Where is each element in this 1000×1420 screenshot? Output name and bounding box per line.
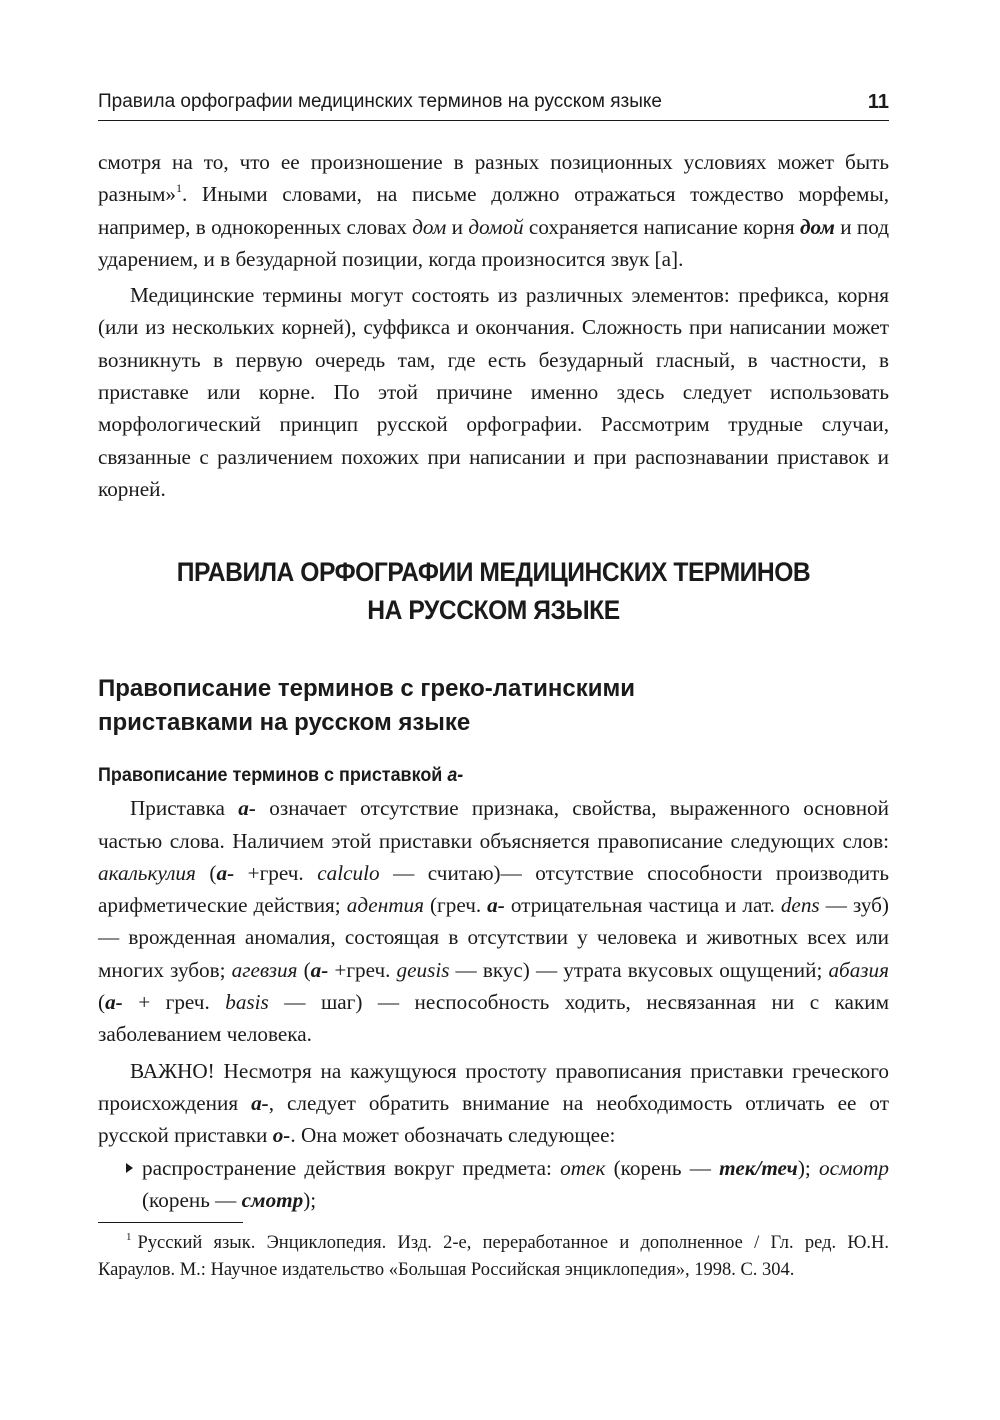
bold-italic-root: тек/теч: [719, 1155, 798, 1180]
text-run: (: [195, 860, 217, 885]
text-run: . Иными словами, на письме должно отражаться тождество морфемы, например, в однокоренных словах: [98, 182, 889, 239]
paragraph: Медицинские термины могут состоять из различных элементов: префикса, корня (или из нескольких корней), суффикса и окончания. Сложность при написании может возникнуть в первую очередь там, где есть безударный гласный, в частности, в приставке или корне. По этой причине именно здесь следует использовать морфологический принцип русской орфографии. Рассмотрим трудные случаи, связанные с различением похожих при написании и при распознавании приставок и корней.: [98, 283, 889, 501]
bold-prefix: а-: [251, 1090, 269, 1115]
text-run: ВАЖНО! Несмотря на кажущуюся простоту правописания приставки греческого происхождения: [98, 1058, 889, 1115]
subsection-title-prefix: а-: [447, 764, 464, 787]
italic-term: dens: [780, 893, 820, 918]
footnote-text: Русский язык. Энциклопедия. Изд. 2-е, переработанное и дополненное / Гл. ред. Ю.Н. Караулов. М.: Научное издательство «Большая Российская энциклопедия», 1998. С. 304.: [98, 1233, 889, 1280]
text-run: смотря на то, что ее произношение в разных позиционных условиях может быть разным»: [98, 150, 889, 207]
italic-term: осмотр: [818, 1155, 889, 1180]
subsection-title-text: Правописание терминов с приставкой: [98, 764, 448, 787]
italic-term: домой: [468, 214, 524, 239]
text-run: — шаг) — неспособность ходить, несвязанная ни с каким заболеванием человека.: [98, 990, 889, 1047]
bold-prefix: а-: [216, 860, 235, 885]
text-run: Приставка: [130, 796, 239, 821]
text-run: — вкус) — утрата вкусовых ощущений;: [449, 957, 829, 982]
text-run: означает отсутствие признака, свойства, выраженного основной частью слова. Наличием этой приставки объясняется правописание следующих слов:: [98, 796, 889, 853]
text-run: +греч.: [234, 860, 318, 885]
bold-prefix: о-: [272, 1123, 291, 1148]
text-run: );: [797, 1155, 819, 1180]
running-title: Правила орфографии медицинских терминов на русском языке: [98, 91, 662, 112]
text-run: (: [98, 990, 106, 1015]
bold-prefix: а-: [310, 957, 329, 982]
subsection-title: [98, 760, 826, 790]
text-run: +греч.: [328, 957, 397, 982]
paragraph-continued: [98, 146, 889, 275]
italic-term: basis: [225, 990, 269, 1015]
text-run: и: [446, 214, 469, 239]
text-run: );: [303, 1187, 317, 1212]
section-title-line: Правописание терминов с греко-латинскими: [98, 675, 635, 703]
text-run: (корень —: [142, 1187, 242, 1212]
text-run: (греч.: [423, 893, 488, 918]
paragraph-important: [98, 1055, 889, 1152]
footnote-marker: 1: [126, 1231, 132, 1243]
footnote-ref[interactable]: 1: [175, 181, 182, 196]
italic-term: отек: [560, 1155, 606, 1180]
list-item: [98, 1152, 889, 1217]
text-run: (корень —: [605, 1155, 720, 1180]
italic-term: адентия: [346, 893, 424, 918]
body-text: [98, 146, 889, 1216]
chapter-title: [126, 553, 862, 629]
bold-italic-root: дом: [800, 214, 835, 239]
page-number: 11: [867, 91, 889, 113]
text-run: + греч.: [122, 990, 226, 1015]
section-title-line: приставками на русском языке: [98, 709, 471, 737]
text-run: и под ударением, и в безударной позиции, когда произносится звук [а].: [98, 214, 890, 271]
text-run: сохраняется написание корня: [523, 214, 801, 239]
bold-prefix: а-: [105, 990, 123, 1015]
text-run: — считаю)— отсутствие способности производить арифметические действия;: [98, 860, 890, 918]
text-run: . Она может обозначать следующее:: [290, 1123, 616, 1148]
bold-prefix: а-: [238, 796, 256, 821]
bold-italic-root: смотр: [241, 1187, 304, 1212]
text-run: , следует обратить внимание на необходимость отличать ее от русской приставки: [98, 1090, 889, 1148]
chapter-title-line: ПРАВИЛА ОРФОГРАФИИ МЕДИЦИНСКИХ ТЕРМИНОВ: [176, 557, 811, 588]
paragraph-prefix-a: [98, 792, 889, 1050]
text-run: (: [297, 957, 311, 982]
italic-term: абазия: [828, 957, 890, 982]
triangle-bullet-icon: [126, 1163, 133, 1173]
footnote: [98, 1230, 889, 1283]
italic-term: geusis: [396, 957, 450, 982]
italic-term: агевзия: [231, 957, 298, 982]
italic-term: calculo: [317, 860, 380, 885]
footnote-divider: [98, 1222, 243, 1223]
text-run: распространение действия вокруг предмета:: [142, 1155, 561, 1180]
text-run: — зуб) — врожденная аномалия, состоящая в отсутствии у человека и животных всех или многих зубов;: [98, 893, 889, 982]
bullet-list: [98, 1152, 889, 1217]
bold-prefix: а-: [487, 893, 505, 918]
italic-term: акалькулия: [98, 860, 196, 885]
section-title: [98, 672, 889, 740]
running-header: [98, 88, 889, 121]
italic-term: дом: [412, 214, 447, 239]
text-run: отрицательная частица и лат.: [504, 893, 781, 918]
chapter-title-line: НА РУССКОМ ЯЗЫКЕ: [367, 595, 620, 626]
